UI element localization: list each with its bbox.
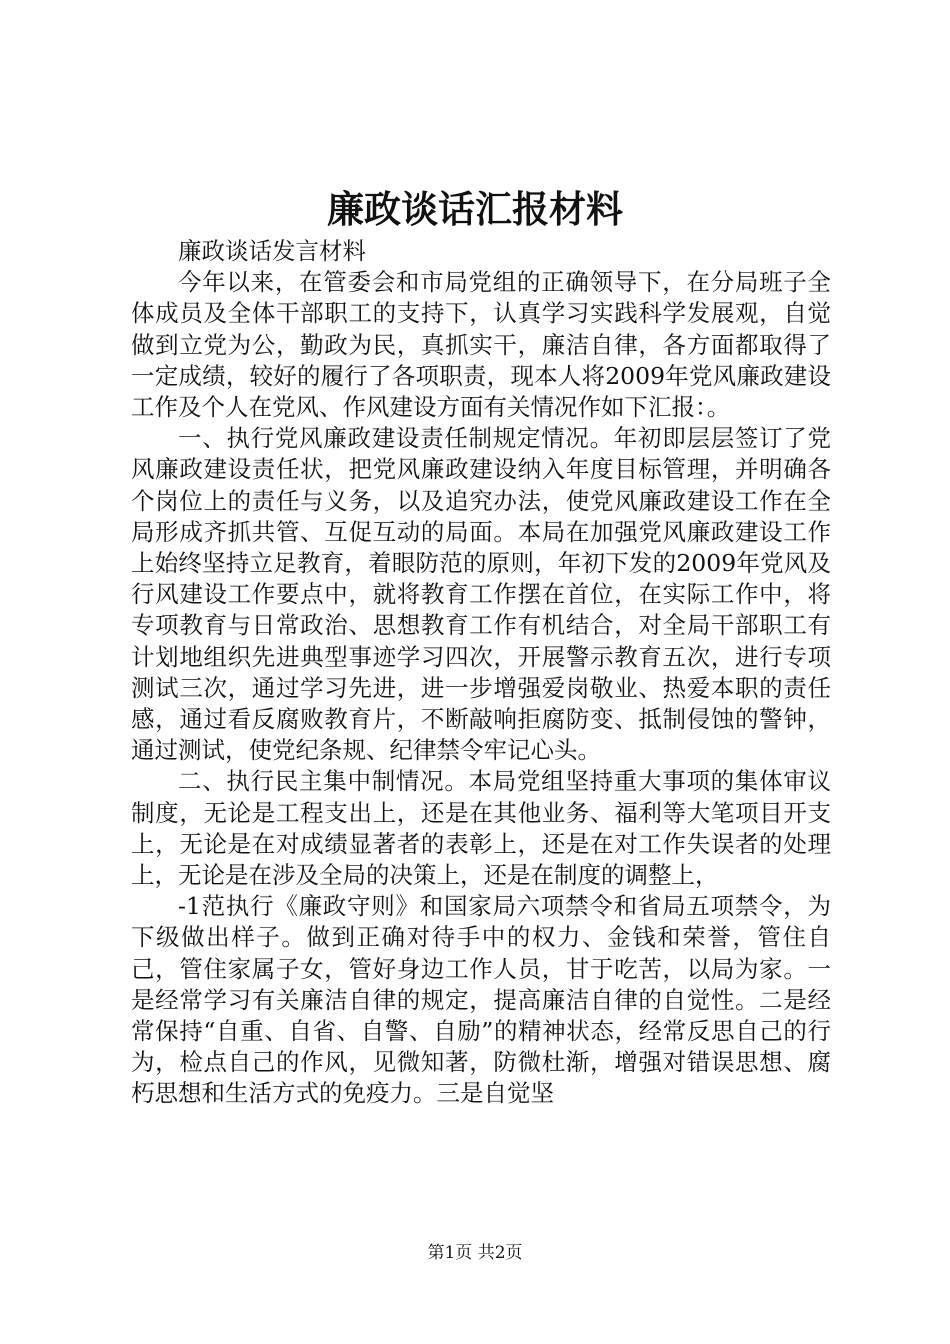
paragraph-subtitle: 廉政谈话发言材料 (178, 237, 366, 265)
paragraph-intro: 今年以来，在管委会和市局党组的正确领导下，在分局班子全体成员及全体干部职工的支持下，认真学习实践科学发展观，自觉做到立党为公，勤政为民，真抓实干，廉洁自律，各方面都取得了一定成绩，较好的履行了各项职责，现本人将2009年党风廉政建设工作及个人在党风、作风建设方面有关情况作如下汇报：。 (131, 268, 831, 422)
paragraph-section-2: 二、执行民主集中制情况。本局党组坚持重大事项的集体审议制度，无论是工程支出上，还是在其他业务、福利等大笔项目开支上，无论是在对成绩显著者的表彰上，还是在对工作失误者的处理上，无论是在涉及全局的决策上，还是在制度的调整上， (131, 767, 831, 890)
document-body (131, 236, 831, 1110)
document-title: 廉政谈话汇报材料 (327, 187, 623, 231)
paragraph-section-1: 一、执行党风廉政建设责任制规定情况。年初即层层签订了党风廉政建设责任状，把党风廉政建设纳入年度目标管理，并明确各个岗位上的责任与义务，以及追究办法，使党风廉政建设工作在全局形成齐抓共管、互促互动的局面。本局在加强党风廉政建设工作上始终坚持立足教育，着眼防范的原则，年初下发的2009年党风及行风建设工作要点中，就将教育工作摆在首位，在实际工作中，将专项教育与日常政治、思想教育工作有机结合，对全局干部职工有计划地组织先进典型事迹学习四次，开展警示教育五次，进行专项测试三次，通过学习先进，进一步增强爱岗敬业、热爱本职的责任感，通过看反腐败教育片，不断敲响拒腐防变、抵制侵蚀的警钟，通过测试，使党纪条规、纪律禁令牢记心头。 (131, 424, 831, 765)
paragraph-section-3: -1范执行《廉政守则》和国家局六项禁令和省局五项禁令，为下级做出样子。做到正确对待手中的权力、金钱和荣誉，管住自己，管住家属子女，管好身边工作人员，甘于吃苦，以局为家。一是经常学习有关廉洁自律的规定，提高廉洁自律的自觉性。二是经常保持“自重、自省、自警、自励”的精神状态，经常反思自己的行为，检点自己的作风，见微知著，防微杜渐，增强对错误思想、腐朽思想和生活方式的免疫力。三是自觉坚 (131, 892, 831, 1108)
page-footer: 第1页 共2页 (427, 1243, 523, 1263)
